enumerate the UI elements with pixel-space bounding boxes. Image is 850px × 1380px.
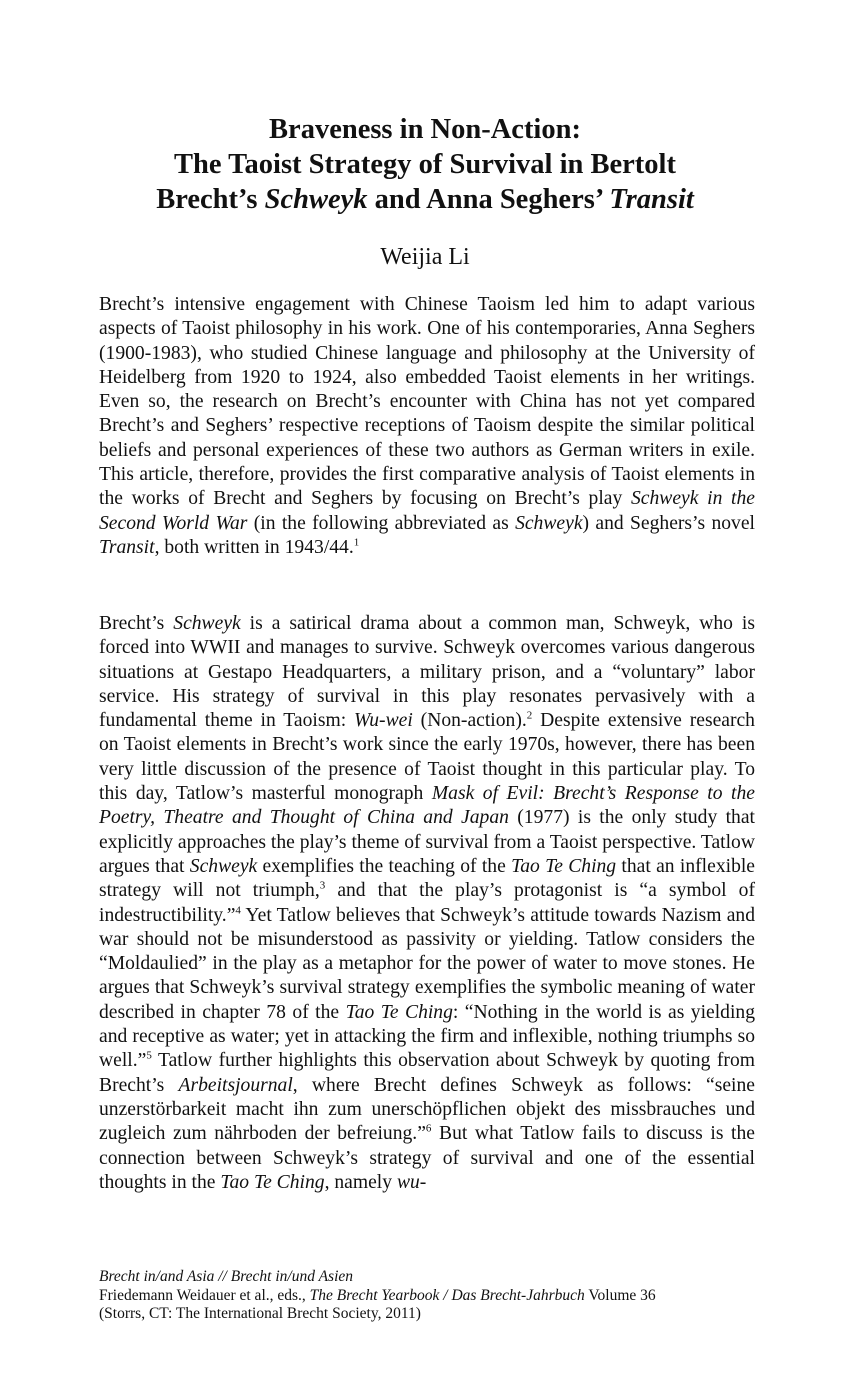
footnote-ref-2: 2 xyxy=(526,709,533,722)
paragraph-intro: Brecht’s intensive engagement with Chinese Taoism led him to adapt various aspects of Taoist philosophy in his work. One of his contemporaries, Anna Seghers (1900-1983), who studied Chinese language and philosophy at the University of Heidelberg from 1920 to 1924, also embedded Taoist elements in her writings. Even so, the research on Brecht’s encounter with China has not yet compared Brecht’s and Seghers’ respective receptions of Taoism despite the similar political beliefs and personal experiences of these two authors as German writers in exile. This article, therefore, provides the first comparative analysis of Taoist elements in the works of Brecht and Seghers by focusing on Brecht’s play Schweyk in the Second World War (in the following abbreviated as Schweyk) and Seghers’s novel Transit, both written in 1943/44.$^1$ xyxy=(99,294,755,558)
article-title xyxy=(60,112,790,217)
footnote-ref-3: 3 xyxy=(319,879,326,892)
footer-editors: Friedemann Weidauer et al., eds., The Brecht Yearbook / Das Brecht-Jahrbuch Volume 36 xyxy=(99,1286,656,1304)
title-line-3: Brecht’s Schweyk and Anna Seghers’ Transit xyxy=(156,184,694,215)
footnote-ref-6: 6 xyxy=(425,1122,432,1135)
footnote-ref-5: 5 xyxy=(146,1049,152,1062)
author-name: Weijia Li xyxy=(380,244,470,270)
title-line-2: The Taoist Strategy of Survival in Bertolt xyxy=(174,149,676,180)
footnote-ref-1: 1 xyxy=(353,536,360,549)
page-footer-citation xyxy=(99,1268,779,1324)
title-line-1: Braveness in Non-Action: xyxy=(269,114,581,145)
footnote-ref-4: 4 xyxy=(235,904,241,917)
footer-publisher: (Storrs, CT: The International Brecht Society, 2011) xyxy=(99,1305,421,1322)
footer-series: Brecht in/and Asia // Brecht in/und Asien xyxy=(99,1268,354,1285)
paragraph-schweyk: Brecht’s Schweyk is a satirical drama about a common man, Schweyk, who is forced into WWII and manages to survive. Schweyk overcomes various dangerous situations at Gestapo Headquarters, a military prison, and a “voluntary” labor service. His strategy of survival in this play resonates pervasively with a fundamental theme in Taoism: Wu-wei (Non-action).$^2$ Despite extensive research on Taoist elements in Brecht’s work since the early 1970s, however, there has been very little discussion of the presence of Taoist thought in this particular play. To this day, Tatlow’s masterful monograph Mask of Evil: Brecht’s Response to the Poetry, Theatre and Thought of China and Japan (1977) is the only study that explicitly approaches the play’s theme of survival from a Taoist perspective. Tatlow argues that Schweyk exemplifies the teaching of the Tao Te Ching that an inflexible strategy will not triumph,$^3$ and that the play’s protagonist is “a symbol of indestructibility.”$^4$ Yet Tatlow believes that Schweyk’s attitude towards Nazism and war should not be misunderstood as passivity or yielding. Tatlow considers the “Moldaulied” in the play as a metaphor for the power of water to move stones. He argues that Schweyk’s survival strategy exemplifies the symbolic meaning of water described in chapter 78 of the Tao Te Ching: “Nothing in the world is as yielding and receptive as water; yet in attacking the firm and inflexible, nothing triumphs so well.”$^5$ Tatlow further highlights this observation about Schweyk by quoting from Brecht’s Arbeitsjournal, where Brecht defines Schweyk as follows: “seine unzerstörbarkeit macht ihn zum unerschöpflichen objekt des missbrauches und zugleich zum nährboden der befreiung.”$^6$ But what Tatlow fails to discuss is the connection between Schweyk’s strategy of survival and one of the essential thoughts in the Tao Te Ching, namely wu- xyxy=(99,613,756,1193)
